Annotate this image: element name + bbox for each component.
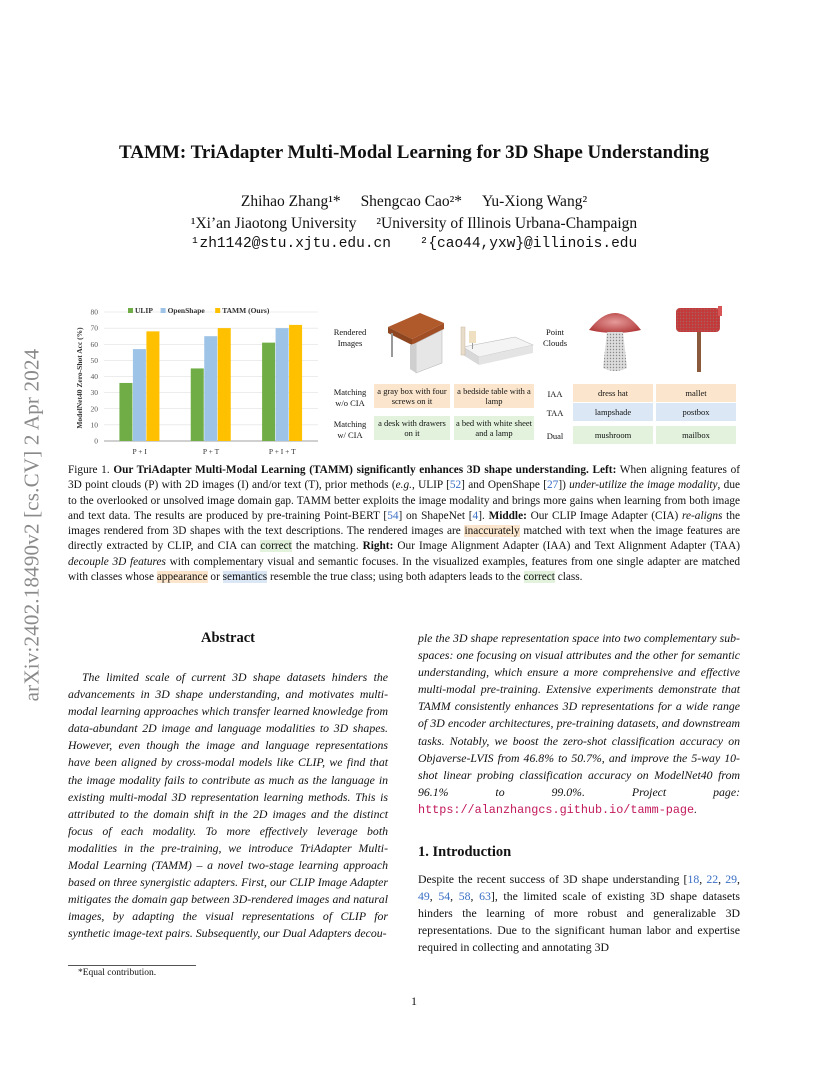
chart-legend-entry: ULIP bbox=[135, 306, 153, 315]
chart-bar bbox=[262, 343, 275, 441]
chart-x-tick-label: P + I bbox=[132, 447, 147, 456]
chart-bar bbox=[218, 328, 231, 441]
point-clouds-label: Point Clouds bbox=[542, 327, 568, 348]
chart-bar bbox=[191, 368, 204, 441]
chart-y-tick-label: 80 bbox=[90, 307, 98, 317]
chart-y-tick-label: 60 bbox=[90, 339, 98, 349]
footnote-rule bbox=[68, 965, 196, 966]
zero-shot-bar-chart bbox=[70, 300, 322, 470]
left-column bbox=[68, 630, 388, 943]
chart-legend-swatch bbox=[161, 308, 166, 313]
citation-link[interactable]: 54 bbox=[387, 509, 399, 522]
dual-adapter-panel bbox=[540, 300, 740, 450]
chart-legend-entry: TAMM (Ours) bbox=[222, 306, 270, 315]
chart-y-tick-label: 0 bbox=[94, 436, 98, 446]
chart-bar bbox=[119, 383, 132, 441]
author: Shengcao Cao²* bbox=[360, 193, 463, 210]
chart-bar bbox=[133, 349, 146, 441]
taa-match-cell: lampshade bbox=[573, 403, 653, 421]
mushroom-point-cloud-image bbox=[585, 300, 645, 375]
citation-link[interactable]: 58 bbox=[458, 889, 471, 904]
rendered-desk-image bbox=[380, 305, 450, 375]
chart-legend-swatch bbox=[215, 308, 220, 313]
abstract-text: The limited scale of current 3D shape datasets hinders the advancements in 3D shape understanding, and motivates multi-modal learning approaches which transfer learned knowledge from data-abundant 2D image and language modalities to 3D shapes. However, even though the image and language representations have been aligned by cross-modal models like CLIP, we find that the image modality fails to contribute as much as the language in existing multi-modal 3D representation learning methods. This is attributed to the domain shift in the 2D images and the distinct focus of each modality. To more effectively leverage both modalities in the pre-training, we introduce TriAdapter Multi-Modal Learning (TAMM) – a novel two-stage learning approach based on three synergistic adapters. First, our CLIP Image Adapter mitigates the domain gap between 3D-rendered images and natural images, by adapting the visual representations of CLIP for synthetic image-text pairs. Subsequently, our Dual Adapters decou- bbox=[68, 670, 388, 941]
chart-bar bbox=[204, 336, 217, 441]
chart-legend-entry: OpenShape bbox=[167, 306, 205, 315]
right-column bbox=[418, 630, 740, 957]
author: Zhihao Zhang¹* bbox=[240, 193, 341, 210]
citation-link[interactable]: 54 bbox=[438, 889, 451, 904]
chart-x-tick-label: P + T bbox=[202, 447, 220, 456]
mailbox-point-cloud-image bbox=[670, 302, 730, 377]
cia-matching-panel bbox=[330, 300, 540, 450]
chart-bar bbox=[289, 325, 302, 441]
paper-title: TAMM: TriAdapter Multi-Modal Learning for 3D Shape Understanding bbox=[119, 142, 709, 163]
match-cell-peach: a bedside table with a lamp bbox=[454, 384, 534, 408]
affiliation: ²University of Illinois Urbana-Champaign bbox=[376, 215, 638, 232]
footnote: *Equal contribution. bbox=[78, 968, 157, 978]
abstract-continuation: ple the 3D shape representation space into two complementary sub-spaces: one focusing on visual attributes and the other for semantic understanding, which ensure a more comprehensive and effective multi-modal pre-training. Extensive experiments demonstrate that TAMM consistently enhances 3D representations for a wide range of 3D encoder architectures, pre-training datasets, and downstream tasks. Notably, we boost the zero-shot classification accuracy on Objaverse-LVIS from 46.8% to 50.7%, and improve the 5-way 10-shot linear probing classification accuracy on ModelNet40 from 96.1% to 99.0%. Project page: https://alanzhangcs.github.io/tamm-page. bbox=[418, 631, 740, 817]
author: Yu-Xiong Wang² bbox=[481, 193, 588, 210]
taa-match-cell: postbox bbox=[656, 403, 736, 421]
citation-link[interactable]: 52 bbox=[449, 479, 462, 492]
chart-y-tick-label: 30 bbox=[90, 388, 98, 398]
citation-link[interactable]: 4 bbox=[472, 509, 479, 522]
chart-y-tick-label: 10 bbox=[90, 420, 98, 430]
chart-y-axis-label: ModelNet40 Zero-Shot Acc (%) bbox=[75, 327, 84, 429]
chart-bar bbox=[276, 328, 289, 441]
matching-without-cia-label: Matching w/o CIA bbox=[333, 387, 367, 408]
rendered-images-label: Rendered Images bbox=[333, 327, 367, 348]
chart-y-tick-label: 20 bbox=[90, 404, 98, 414]
email: ²{cao44,yxw}@illinois.edu bbox=[419, 236, 638, 252]
citation-link[interactable]: 29 bbox=[725, 872, 738, 887]
introduction-heading: 1. Introduction bbox=[418, 844, 512, 861]
citation-link[interactable]: 18 bbox=[687, 872, 700, 887]
iaa-label: IAA bbox=[547, 389, 563, 399]
abstract-heading: Abstract bbox=[201, 630, 255, 646]
introduction-text: Despite the recent success of 3D shape understanding [18, 22, 29, 49, 54, 58, 63], the limited scale of existing 3D shape datasets hinders the learning of more robust and generalizable 3D representations. Due to the significant human labor and expertise required in collecting and annotating 3D bbox=[418, 872, 740, 955]
chart-legend-swatch bbox=[128, 308, 133, 313]
affiliation: ¹Xi’an Jiaotong University bbox=[190, 215, 357, 232]
project-page-link[interactable]: https://alanzhangcs.github.io/tamm-page bbox=[418, 802, 695, 817]
dual-match-cell: mailbox bbox=[656, 426, 736, 444]
matching-with-cia-label: Matching w/ CIA bbox=[333, 419, 367, 440]
citation-link[interactable]: 49 bbox=[418, 889, 430, 904]
email: ¹zh1142@stu.xjtu.edu.cn bbox=[190, 236, 391, 252]
match-cell-green: a bed with white sheet and a lamp bbox=[455, 418, 532, 438]
chart-x-tick-label: P + I + T bbox=[268, 447, 296, 456]
citation-link[interactable]: 27 bbox=[547, 479, 559, 492]
affiliations bbox=[60, 215, 768, 233]
iaa-match-cell: mallet bbox=[656, 384, 736, 402]
iaa-match-cell: dress hat bbox=[573, 384, 653, 402]
page-number: 1 bbox=[411, 994, 417, 1008]
dual-match-cell: mushroom bbox=[573, 426, 653, 444]
arxiv-identifier: arXiv:2402.18490v2 [cs.CV] 2 Apr 2024 bbox=[19, 348, 44, 702]
rendered-bed-image bbox=[455, 315, 537, 375]
author-list bbox=[60, 193, 768, 211]
dual-label: Dual bbox=[546, 431, 564, 441]
taa-label: TAA bbox=[546, 408, 564, 418]
chart-y-tick-label: 70 bbox=[90, 323, 98, 333]
chart-y-tick-label: 40 bbox=[90, 372, 98, 381]
chart-bar bbox=[146, 331, 159, 441]
emails bbox=[60, 236, 768, 252]
figure-caption: Figure 1. Our TriAdapter Multi-Modal Learning (TAMM) significantly enhances 3D shape understanding. Left: When aligning features of 3D point clouds (P) with 2D images (I) and/or text (T), prior methods (e.g., ULIP [52] and OpenShape [27]) under-utilize the image modality, due to the overlooked or unsolved image domain gap. TAMM better exploits the image modality and brings more gains when learning from both image and text data. The results are produced by pre-training Point-BERT [54] on ShapeNet [4]. Middle: Our CLIP Image Adapter (CIA) re-aligns the images rendered from 3D shapes with the text descriptions. The rendered images are inaccurately matched with text when the image features are directly extracted by CLIP, and CIA can correct the matching. Right: Our Image Alignment Adapter (IAA) and Text Alignment Adapter (TAA) decouple 3D features with complementary visual and semantic focuses. In the visualized examples, features from one single adapter are matched with classes whose appearance or semantics resemble the true class; using both adapters leads to the correct class. bbox=[68, 464, 740, 584]
citation-link[interactable]: 63 bbox=[479, 889, 491, 904]
chart-y-tick-label: 50 bbox=[90, 355, 98, 365]
match-cell-green: a desk with drawers on it bbox=[374, 416, 450, 440]
match-cell-peach: a gray box with four screws on it bbox=[374, 384, 450, 408]
citation-link[interactable]: 22 bbox=[706, 872, 719, 887]
